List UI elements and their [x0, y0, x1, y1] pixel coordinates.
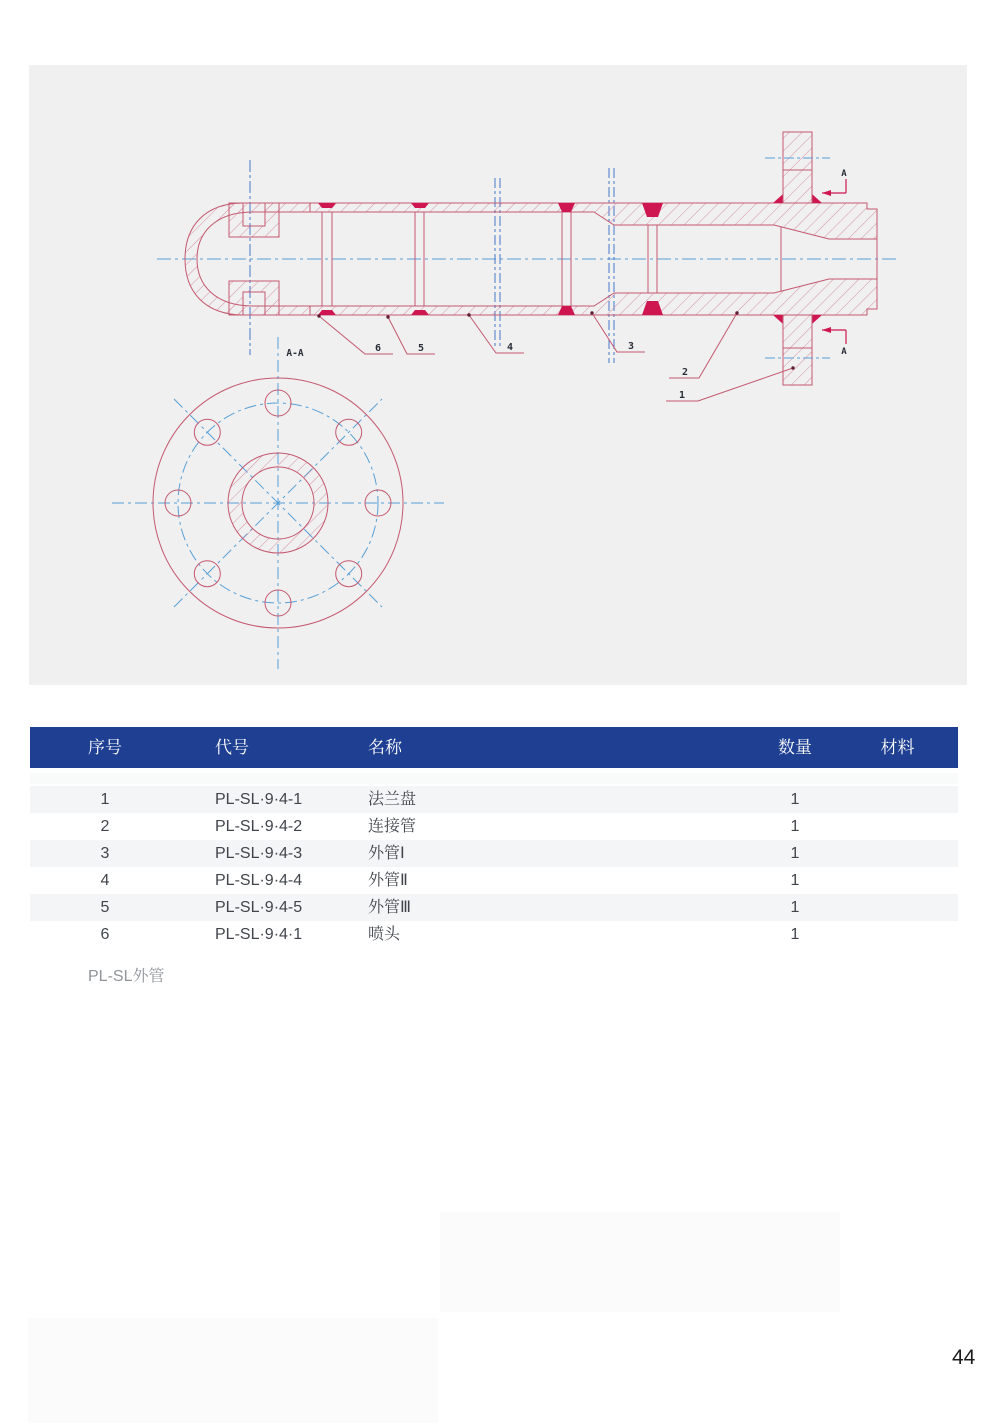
cell-no: 4: [100, 872, 110, 889]
table-row: [30, 894, 958, 921]
cell-name: 连接管: [368, 818, 417, 835]
cell-qty: 1: [790, 872, 800, 889]
cell-no: 3: [100, 845, 110, 862]
section-label: A-A: [286, 348, 304, 359]
section-arrow-top: [822, 169, 847, 196]
section-arrow-label-top: A: [841, 169, 847, 179]
cell-qty: 1: [790, 899, 800, 916]
table-header: [30, 727, 958, 768]
cell-no: 2: [100, 818, 110, 835]
cell-code: PL-SL·9·4-4: [215, 872, 303, 889]
ghost-watermark-block: [28, 1318, 438, 1423]
section-trace-lines: [495, 168, 614, 363]
col-header-material: 材料: [880, 738, 915, 757]
part-label-6: 6: [374, 343, 382, 354]
part-label-2: 2: [681, 367, 689, 378]
part-label-4: 4: [506, 342, 514, 353]
cad-drawing: [29, 65, 967, 685]
part-label-3: 3: [627, 341, 635, 352]
cell-qty: 1: [790, 926, 800, 943]
cell-name: 法兰盘: [368, 791, 417, 808]
cad-drawing-panel: [29, 65, 967, 685]
col-header-no: 序号: [88, 738, 122, 757]
leader-dots: [317, 311, 794, 369]
part-leaders: [319, 313, 793, 401]
drawing-caption: PL-SL外管: [88, 968, 165, 985]
ghost-watermark-block: [440, 1212, 840, 1312]
part-label-5: 5: [417, 343, 425, 354]
cell-qty: 1: [790, 791, 800, 808]
cell-name: 外管Ⅱ: [368, 872, 408, 889]
table-rows: [30, 786, 958, 948]
cell-code: PL-SL·9·4-2: [215, 818, 303, 835]
cell-code: PL-SL·9·4-1: [215, 791, 303, 808]
cell-qty: 1: [790, 845, 800, 862]
cell-no: 5: [100, 899, 110, 916]
table-row: [30, 867, 958, 894]
cell-no: 6: [100, 926, 110, 943]
cell-name: 喷头: [368, 926, 401, 943]
col-header-name: 名称: [368, 738, 402, 757]
pipe-wall-bottom: [310, 279, 877, 315]
flange-face-view: [112, 337, 444, 669]
section-arrow-label-bottom: A: [841, 347, 847, 357]
cell-code: PL-SL·9·4-5: [215, 899, 303, 916]
table-row: [30, 840, 958, 867]
pipe-wall-top: [310, 203, 877, 239]
col-header-code: 代号: [215, 738, 249, 757]
table-row: [30, 813, 958, 840]
section-arrow-bottom: [822, 327, 847, 357]
cell-code: PL-SL·9·4-3: [215, 845, 303, 862]
page-number: 44: [952, 1346, 976, 1369]
cell-code: PL-SL·9·4·1: [215, 926, 303, 943]
part-label-1: 1: [678, 390, 686, 401]
table-row: [30, 921, 958, 948]
cell-no: 1: [100, 791, 110, 808]
table-row: [30, 786, 958, 813]
parts-table: [30, 727, 958, 768]
col-header-qty: 数量: [778, 738, 812, 757]
cell-name: 外管Ⅲ: [368, 899, 412, 916]
main-section-view: [157, 132, 897, 401]
cell-qty: 1: [790, 818, 800, 835]
cell-name: 外管Ⅰ: [368, 845, 405, 862]
table-subheader-strip: [30, 773, 958, 784]
